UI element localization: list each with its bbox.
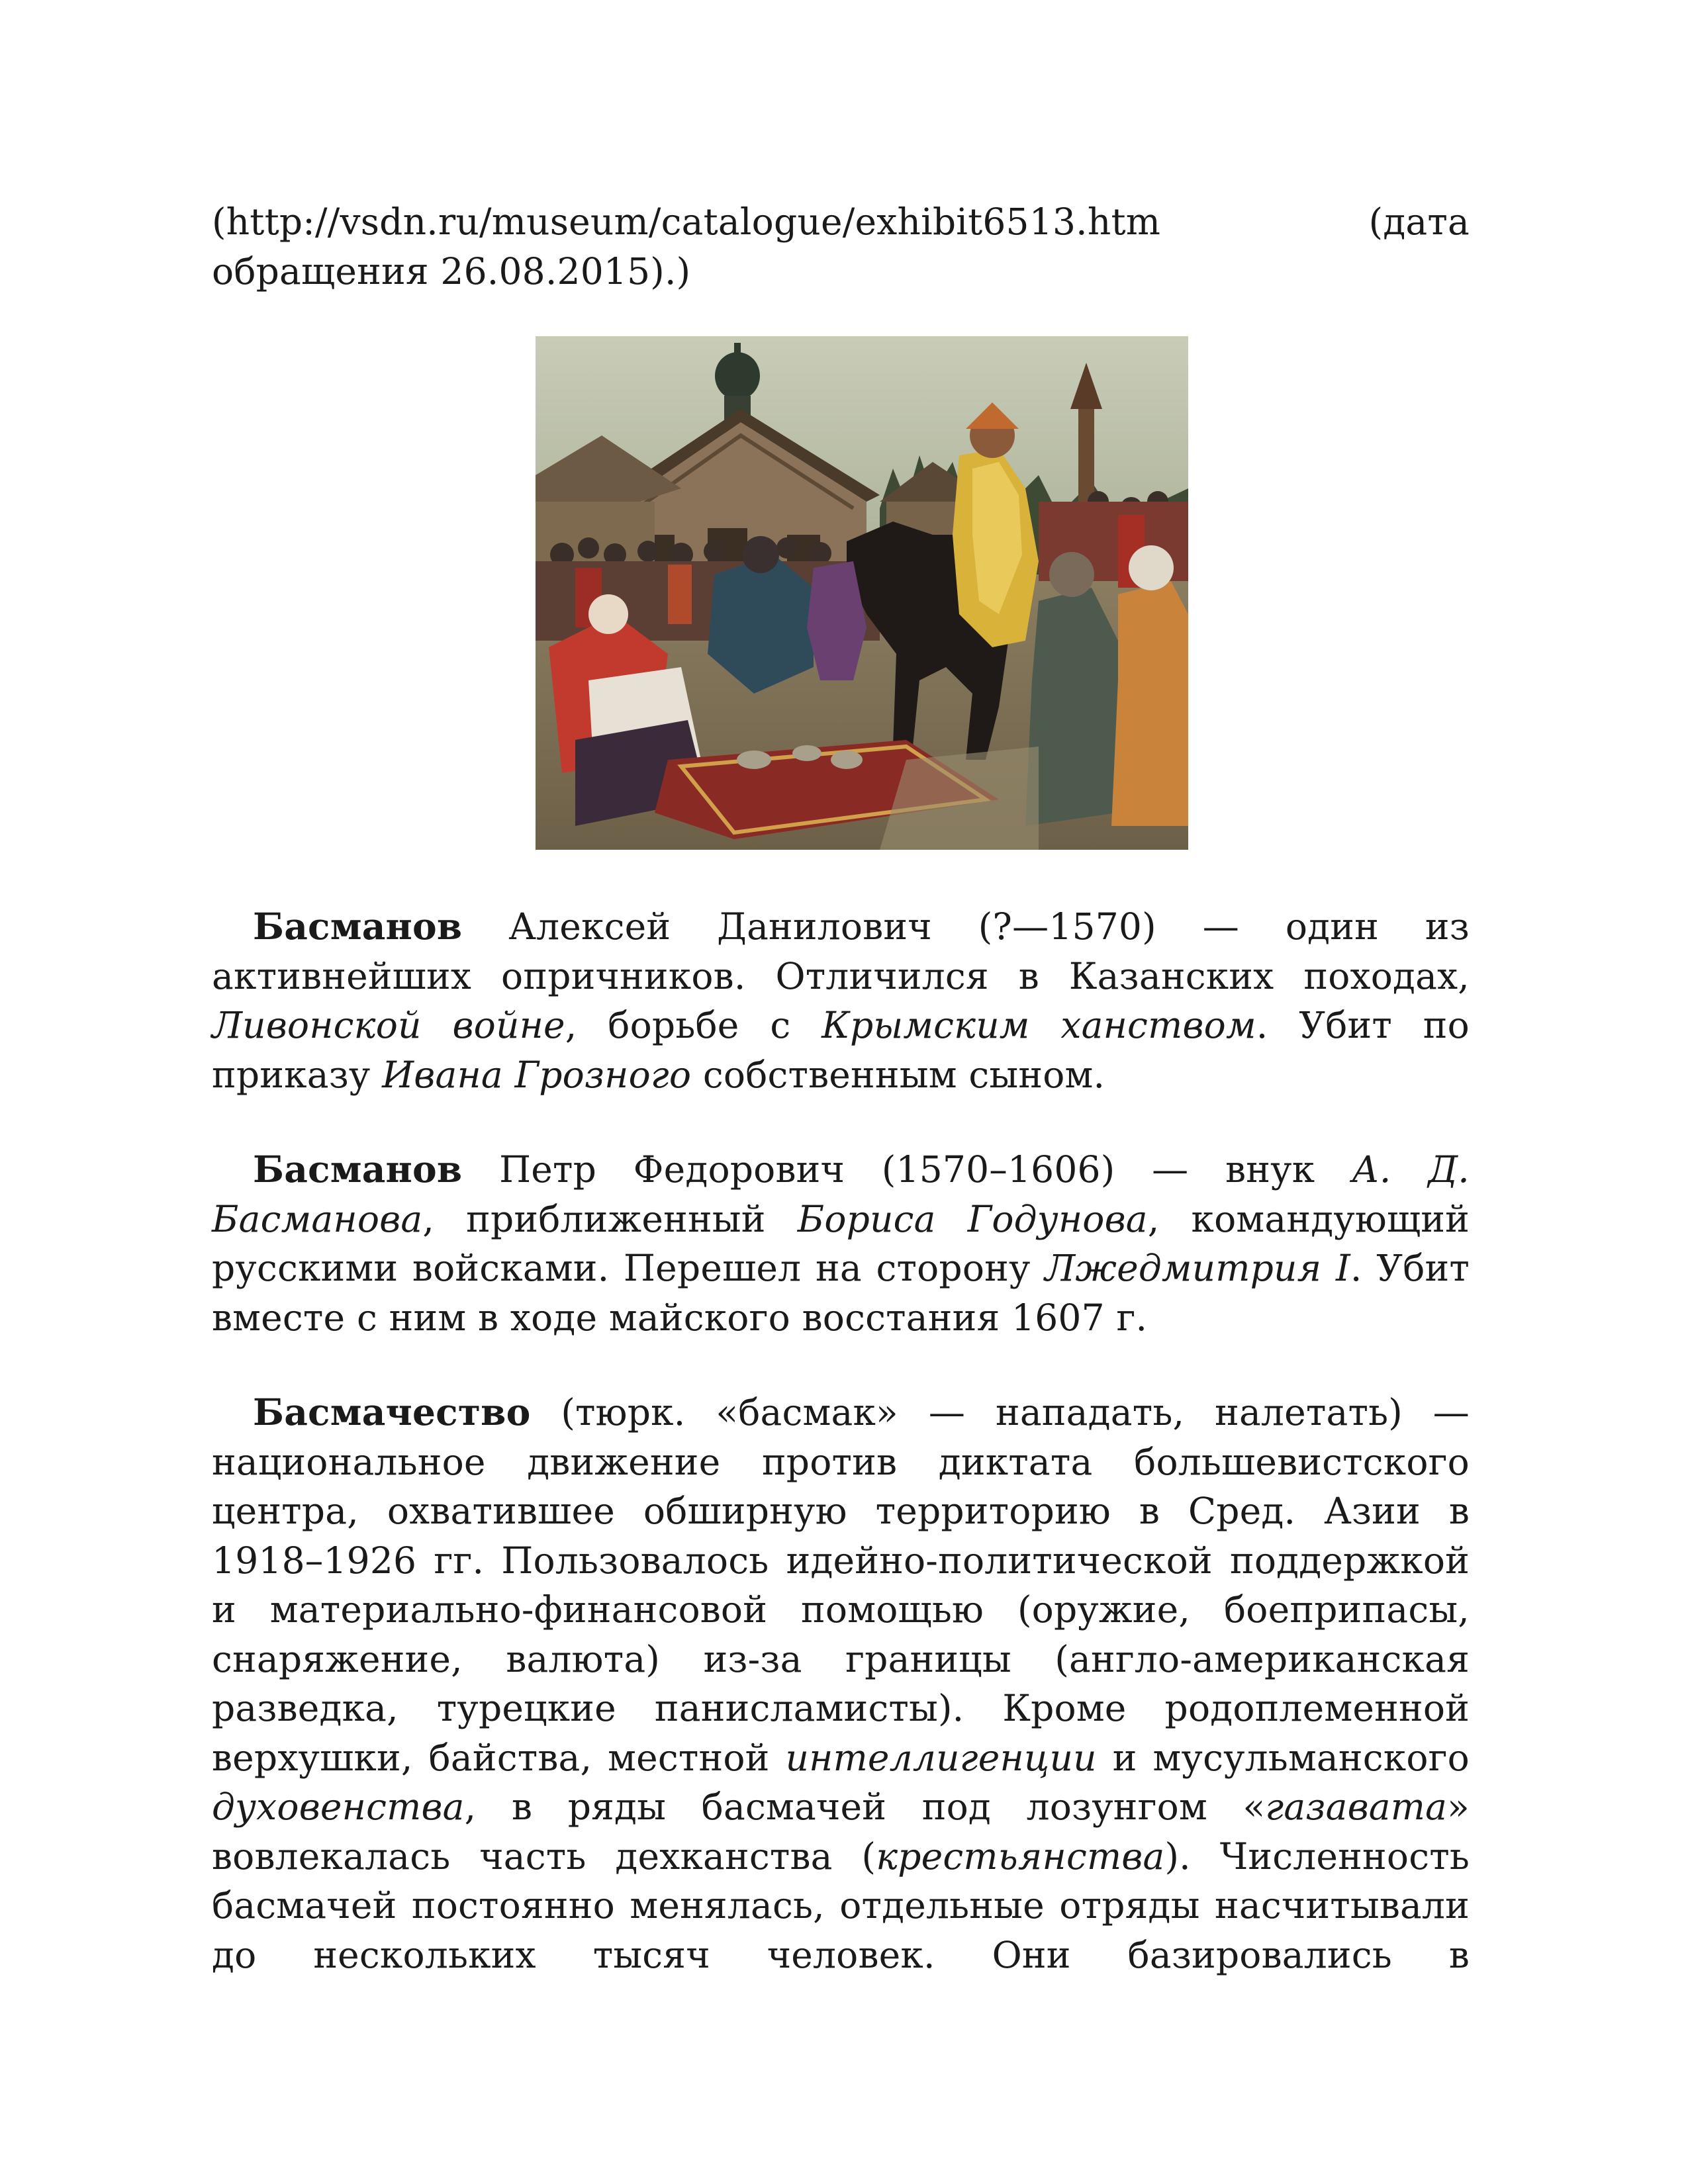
entry-text: » вовлекалась часть дехканства ( (212, 1786, 1470, 1878)
entry-italic-term: духовенства (212, 1786, 465, 1828)
entry-text: . Убит вместе с ним в ходе майского восстания 1607 г. (212, 1247, 1470, 1339)
entry-basmachestvo (212, 1388, 1470, 1979)
reference-line-1 (212, 197, 1470, 247)
entry-text: , в ряды басмачей под лозунгом « (464, 1786, 1266, 1828)
entry-italic-term: Ливонской войне (212, 1004, 565, 1046)
entry-italic-term: газавата (1265, 1786, 1448, 1828)
entry-italic-term: Лжедмитрия I (1045, 1247, 1350, 1289)
entry-text: , борьбе с (565, 1004, 822, 1046)
entry-text: , приближенный (422, 1197, 798, 1240)
entry-italic-term: крестьянства (876, 1835, 1165, 1878)
entry-text: , командующий русскими войсками. Перешел на сторону (212, 1197, 1470, 1289)
painting-image (536, 336, 1188, 850)
entry-text: собственным сыном. (691, 1053, 1105, 1096)
entry-italic-term: Крымским ханством (821, 1004, 1256, 1046)
entry-basmanov-petr (212, 1145, 1470, 1342)
entry-term: Басманов (253, 1148, 463, 1191)
entry-text: ). Численность басмачей постоянно менялась, отдельные отряды насчитывали до нескольких тысяч человек. Они базировались в (212, 1835, 1470, 1976)
reference-url: (http://vsdn.ru/museum/catalogue/exhibit6513.htm (212, 201, 1161, 243)
entry-italic-term: интеллигенции (785, 1736, 1097, 1779)
entry-term: Басманов (253, 905, 463, 948)
painting-illustration (536, 336, 1188, 850)
entry-italic-term: Бориса Годунова (797, 1197, 1148, 1240)
entry-italic-term: А. Д. Басманова (212, 1148, 1470, 1240)
entry-italic-term: Ивана Грозного (382, 1053, 692, 1096)
entry-term: Басмачество (253, 1390, 531, 1433)
entry-text: Петр Федорович (1570–1606) — внук (462, 1148, 1352, 1191)
reference-line-2: обращения 26.08.2015).) (212, 250, 691, 293)
entry-text: Алексей Данилович (?—1570) — один из активнейших опричников. Отличился в Казанских походах, (212, 905, 1470, 997)
entry-text: (тюрк. «басмак» — нападать, налетать) — национальное движение против диктата большевистского центра, охватившее обширную территорию в Сред. Азии в 1918–1926 гг. Пользовалось идейно-политической поддержкой и материально-финансовой помощью (оружие, боеприпасы, снаряжение, валюта) из-за границы (англо-американская разведка, турецкие панисламисты). Кроме родоплеменной верхушки, байства, местной (212, 1391, 1470, 1779)
reference-date-prefix: (дата (1368, 201, 1470, 243)
entry-basmanov-aleksey (212, 902, 1470, 1099)
entry-text: и мусульманского (1096, 1736, 1470, 1779)
entry-text: . Убит по приказу (212, 1004, 1470, 1096)
reference-citation (212, 197, 1470, 296)
